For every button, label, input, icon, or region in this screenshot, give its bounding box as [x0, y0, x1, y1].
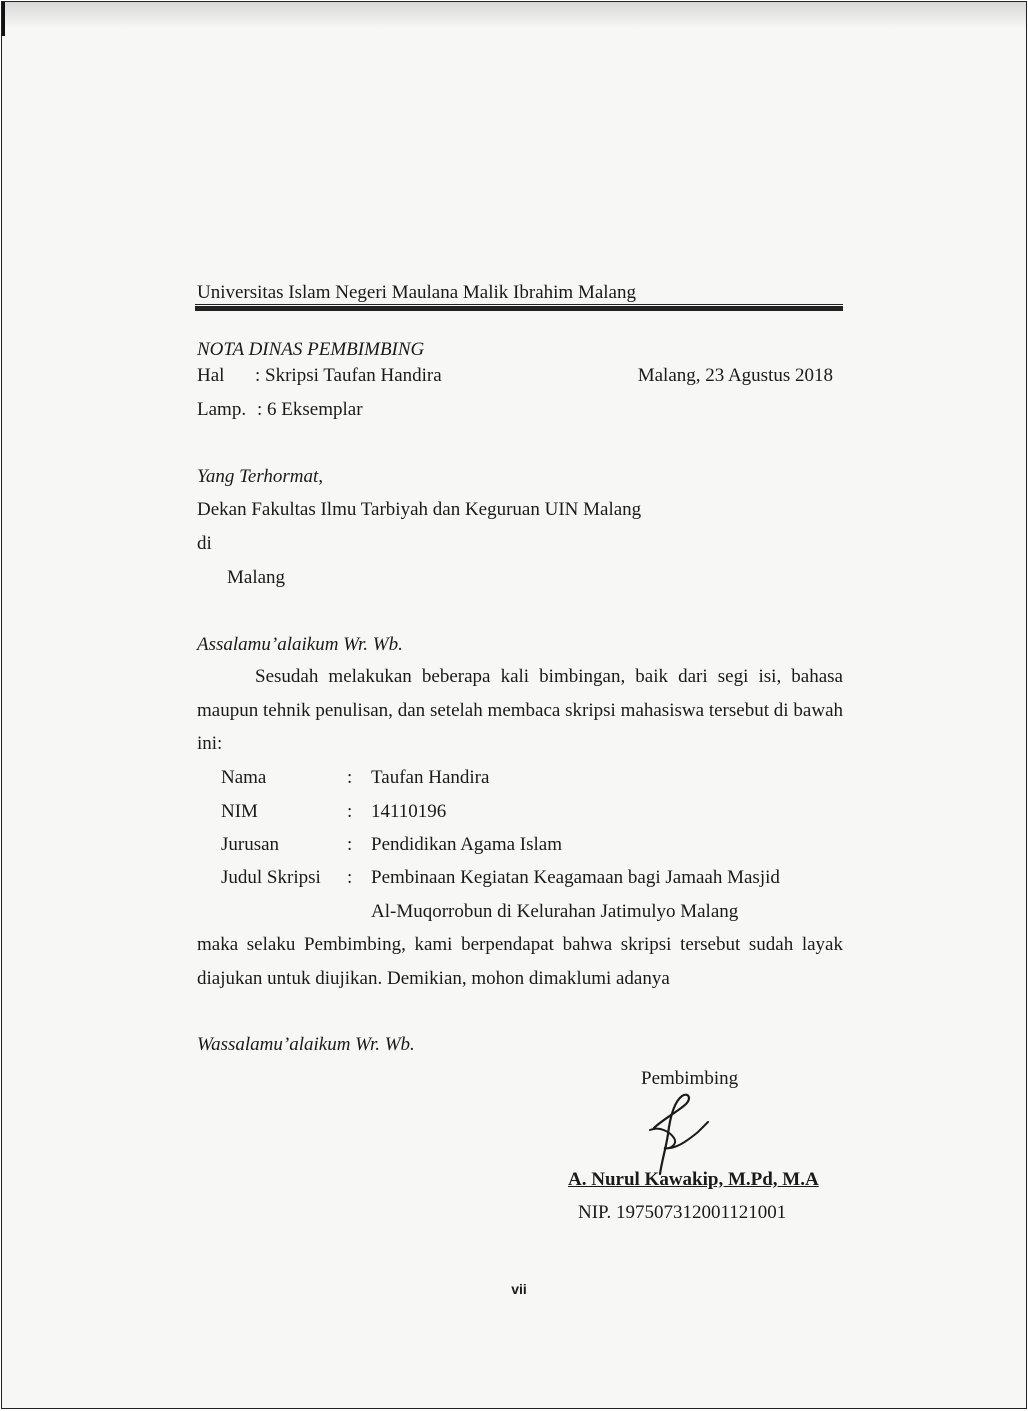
- opening-salutation: Assalamu’alaikum Wr. Wb.: [197, 634, 403, 655]
- field-colon: :: [347, 834, 353, 855]
- header-rule-thick: [195, 306, 843, 311]
- recipient-city: Malang: [227, 567, 286, 588]
- letter-date: Malang, 23 Agustus 2018: [637, 365, 833, 386]
- handwritten-signature: [640, 1090, 712, 1178]
- field-value-judul-cont: Al-Muqorrobun di Kelurahan Jatimulyo Malang: [371, 901, 739, 922]
- header-rule-thin: [195, 304, 843, 305]
- recipient-name: Dekan Fakultas Ilmu Tarbiyah dan Keguruan UIN Malang: [197, 499, 642, 520]
- scan-edge-mark: [2, 2, 5, 36]
- field-label-nama: Nama: [221, 767, 267, 788]
- field-value-jurusan: Pendidikan Agama Islam: [371, 834, 563, 855]
- closing-salutation: Wassalamu’alaikum Wr. Wb.: [197, 1034, 415, 1055]
- field-value-nim: 14110196: [371, 801, 447, 822]
- field-colon: :: [347, 867, 353, 888]
- field-value-nama: Taufan Handira: [371, 767, 490, 788]
- attachment-label: Lamp.: [197, 399, 247, 420]
- intro-paragraph: Sesudah melakukan beberapa kali bimbingan, baik dari segi isi, bahasa maupun tehnik penulisan, dan setelah membaca skripsi mahasiswa tersebut di bawah ini:: [197, 666, 843, 754]
- subject-label: Hal: [197, 365, 225, 386]
- field-label-nim: NIM: [221, 801, 258, 822]
- attachment-value: : 6 Eksemplar: [257, 399, 363, 420]
- subject-value: : Skripsi Taufan Handira: [255, 365, 442, 386]
- recipient-preposition: di: [197, 533, 212, 554]
- signer-name: A. Nurul Kawakip, M.Pd, M.A: [568, 1169, 819, 1190]
- recipient-greeting: Yang Terhormat,: [197, 466, 324, 487]
- field-colon: :: [347, 767, 353, 788]
- field-value-judul: Pembinaan Kegiatan Keagamaan bagi Jamaah Masjid: [371, 867, 780, 888]
- document-page: [1, 1, 1027, 1409]
- conclusion-paragraph: maka selaku Pembimbing, kami berpendapat bahwa skripsi tersebut sudah layak diajukan untuk diujikan. Demikian, mohon dimaklumi adanya: [197, 934, 843, 989]
- page-number: vii: [511, 1281, 527, 1297]
- signer-nip: NIP. 197507312001121001: [578, 1202, 787, 1223]
- field-label-jurusan: Jurusan: [221, 834, 280, 855]
- field-colon: :: [347, 801, 353, 822]
- field-label-judul: Judul Skripsi: [221, 867, 321, 888]
- signer-role: Pembimbing: [641, 1068, 739, 1089]
- scan-shadow: [2, 2, 1026, 28]
- institution-header: Universitas Islam Negeri Maulana Malik Ibrahim Malang: [197, 282, 636, 303]
- memo-title: NOTA DINAS PEMBIMBING: [197, 339, 425, 360]
